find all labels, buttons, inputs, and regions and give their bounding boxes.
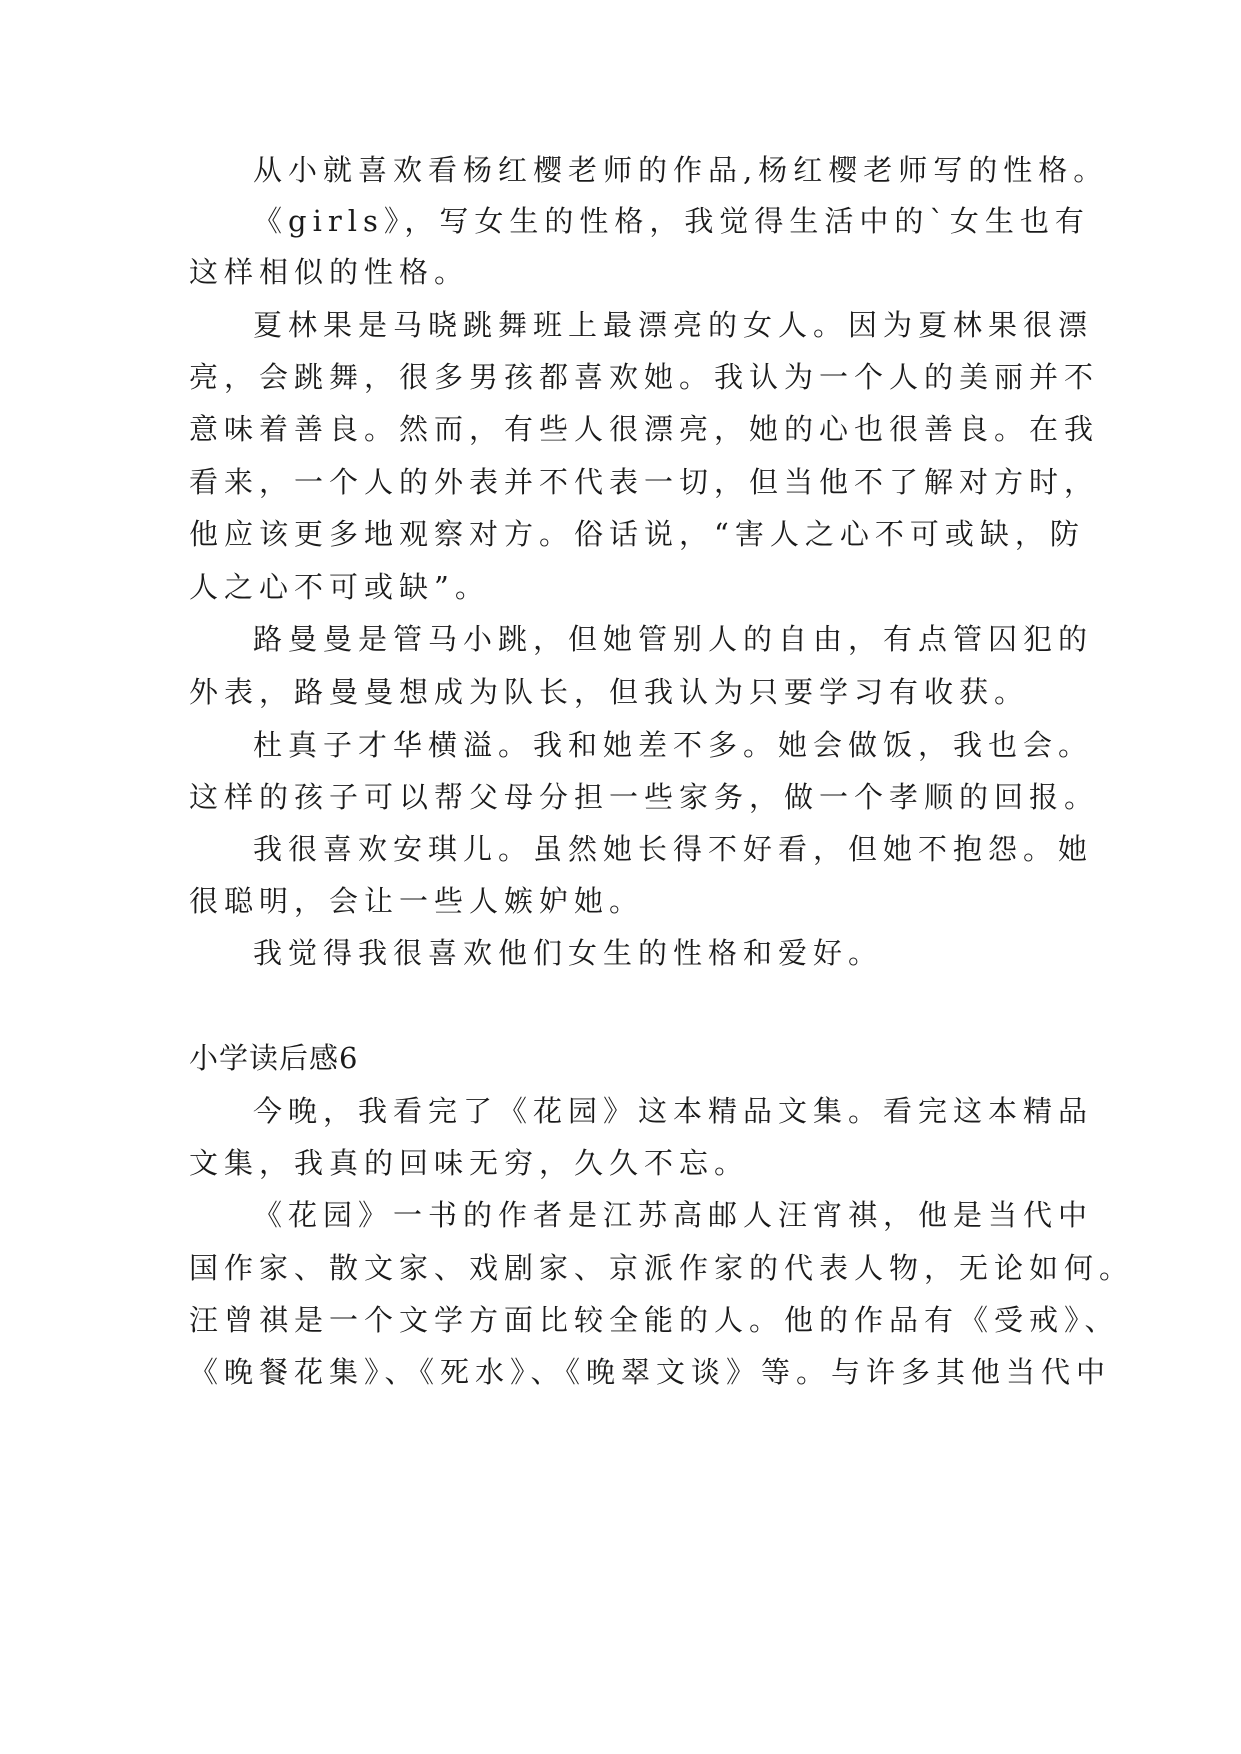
paragraph-line: 夏林果是马晓跳舞班上最漂亮的女人。因为夏林果很漂 bbox=[253, 308, 1094, 342]
paragraph-line: 这样的孩子可以帮父母分担一些家务，做一个孝顺的回报。 bbox=[189, 780, 1100, 814]
paragraph-line: 外表，路曼曼想成为队长，但我认为只要学习有收获。 bbox=[189, 675, 1030, 709]
paragraph-line: 杜真子才华横溢。我和她差不多。她会做饭，我也会。 bbox=[253, 728, 1094, 762]
paragraph-line: 我很喜欢安琪儿。虽然她长得不好看，但她不抱怨。她 bbox=[253, 832, 1094, 866]
paragraph-line: 很聪明，会让一些人嫉妒她。 bbox=[189, 884, 645, 918]
paragraph-line: 人之心不可或缺”。 bbox=[189, 570, 490, 604]
paragraph-line: 国作家、散文家、戏剧家、京派作家的代表人物，无论如何。 bbox=[189, 1251, 1135, 1285]
paragraph-line: 亮，会跳舞，很多男孩都喜欢她。我认为一个人的美丽并不 bbox=[189, 360, 1100, 394]
paragraph-line: 这样相似的性格。 bbox=[189, 255, 470, 289]
paragraph-line: 从小就喜欢看杨红樱老师的作品,杨红樱老师写的性格。 bbox=[253, 153, 1109, 187]
paragraph-line: 《花园》一书的作者是江苏高邮人汪宵祺，他是当代中 bbox=[253, 1198, 1094, 1232]
paragraph-line: 意味着善良。然而，有些人很漂亮，她的心也很善良。在我 bbox=[189, 412, 1100, 446]
paragraph-line: 文集，我真的回味无穷，久久不忘。 bbox=[189, 1146, 750, 1180]
paragraph-line: 路曼曼是管马小跳，但她管别人的自由，有点管囚犯的 bbox=[253, 622, 1094, 656]
paragraph-line: 《晚餐花集》、《死水》、《晚翠文谈》等。与许多其他当代中 bbox=[189, 1355, 1112, 1389]
paragraph-line: 《girls》，写女生的性格，我觉得生活中的`女生也有 bbox=[253, 204, 1090, 238]
paragraph-line: 他应该更多地观察对方。俗话说，“害人之心不可或缺，防 bbox=[189, 517, 1085, 551]
paragraph-line: 看来，一个人的外表并不代表一切，但当他不了解对方时， bbox=[189, 465, 1100, 499]
paragraph-line: 汪曾祺是一个文学方面比较全能的人。他的作品有《受戒》、 bbox=[189, 1303, 1120, 1337]
paragraph-line: 今晚，我看完了《花园》这本精品文集。看完这本精品 bbox=[253, 1094, 1094, 1128]
paragraph-line: 我觉得我很喜欢他们女生的性格和爱好。 bbox=[253, 936, 884, 970]
section-heading: 小学读后感6 bbox=[189, 1041, 359, 1075]
